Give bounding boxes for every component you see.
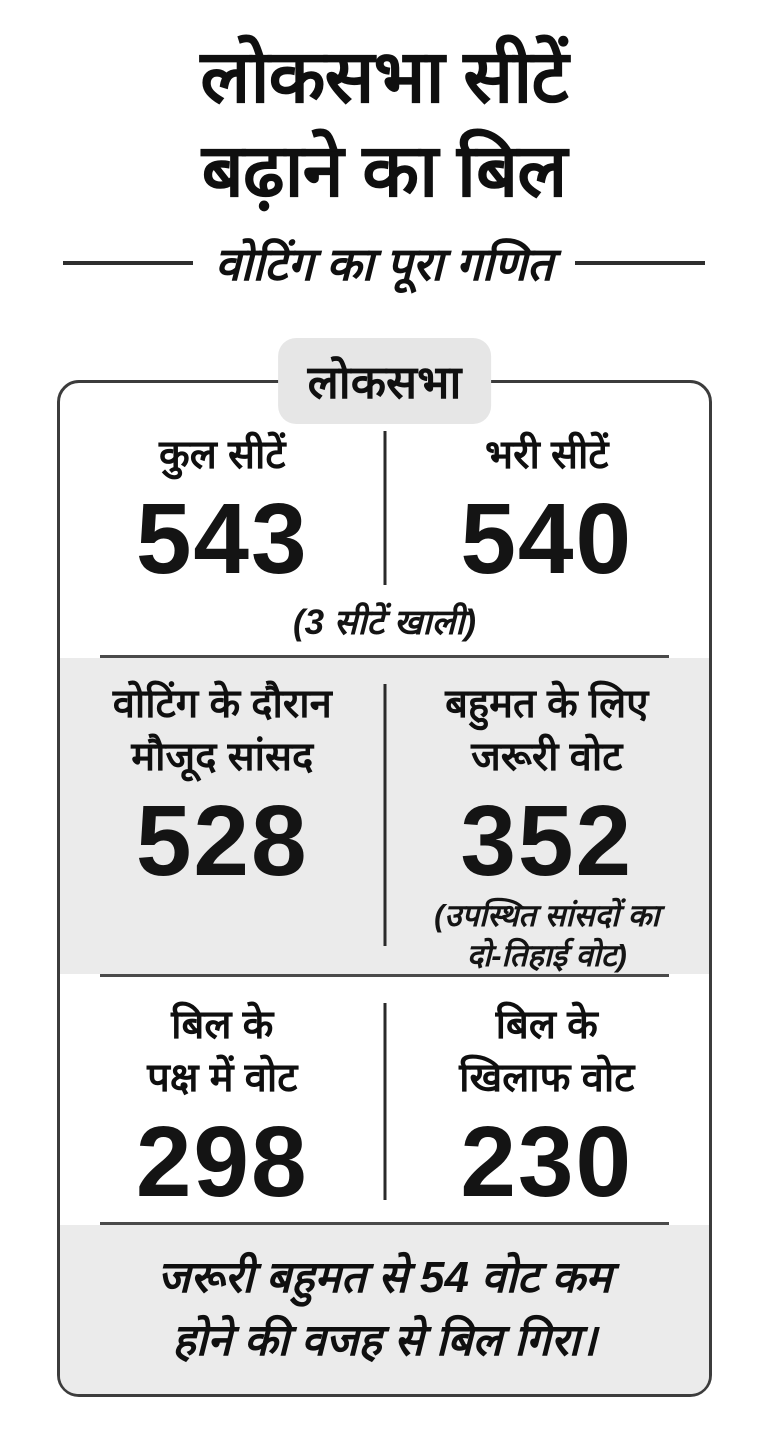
two-thirds-note-line-1: (उपस्थित सांसदों का: [434, 897, 660, 933]
two-thirds-note: [385, 896, 710, 977]
filled-seats-label: भरी सीटें: [484, 433, 609, 477]
required-votes-label: [385, 678, 710, 784]
votes-for-value: 298: [135, 1105, 309, 1218]
conclusion-line-1: जरूरी बहुमत से 54 वोट कम: [157, 1253, 612, 1303]
conclusion-line-2: होने की वजह से बिल गिरा।: [172, 1315, 597, 1365]
filled-seats-value: 540: [460, 482, 634, 595]
subtitle: वोटिंग का पूरा गणित: [214, 237, 554, 290]
total-seats-value: 543: [135, 482, 309, 595]
section-voting: [60, 658, 709, 974]
present-mps-column: [60, 678, 385, 976]
votes-against-label: [385, 999, 710, 1105]
card-badge: लोकसभा: [278, 338, 492, 424]
present-mps-value: 528: [135, 784, 309, 897]
subtitle-dash-left: [63, 261, 193, 265]
filled-seats-column: [385, 429, 710, 595]
stats-card: [57, 356, 712, 1397]
votes-against-value: 230: [460, 1105, 634, 1218]
required-votes-column: [385, 678, 710, 976]
page-title: [0, 0, 768, 218]
votes-against-label-line-1: बिल के: [495, 1003, 598, 1047]
votes-for-column: [60, 999, 385, 1218]
votes-against-label-line-2: खिलाफ वोट: [459, 1055, 635, 1100]
required-votes-value: 352: [460, 784, 634, 897]
subtitle-dash-right: [575, 261, 705, 265]
column-divider: [383, 1003, 386, 1200]
column-divider: [383, 431, 386, 585]
total-seats-column: [60, 429, 385, 595]
votes-for-label: [60, 999, 385, 1105]
votes-against-column: [385, 999, 710, 1218]
vacant-seats-note: (3 सीटें खाली): [292, 602, 477, 642]
column-divider: [383, 684, 386, 946]
votes-for-label-line-2: पक्ष में वोट: [147, 1055, 298, 1100]
conclusion-banner: [60, 1225, 709, 1394]
two-thirds-note-line-2: दो-तिहाई वोट): [466, 937, 627, 973]
required-votes-label-line-1: बहुमत के लिए: [445, 682, 649, 726]
required-votes-label-line-2: जरूरी वोट: [471, 734, 623, 779]
votes-for-label-line-1: बिल के: [171, 1003, 274, 1047]
title-line-2: बढ़ाने का बिल: [201, 128, 567, 212]
present-mps-label: [60, 678, 385, 784]
subtitle-row: [0, 232, 768, 294]
total-seats-label: कुल सीटें: [158, 433, 286, 477]
present-mps-label-line-2: मौजूद सांसद: [131, 734, 314, 779]
present-mps-label-line-1: वोटिंग के दौरान: [112, 682, 332, 726]
title-line-1: लोकसभा सीटें: [200, 35, 568, 118]
section-result: [60, 977, 709, 1222]
